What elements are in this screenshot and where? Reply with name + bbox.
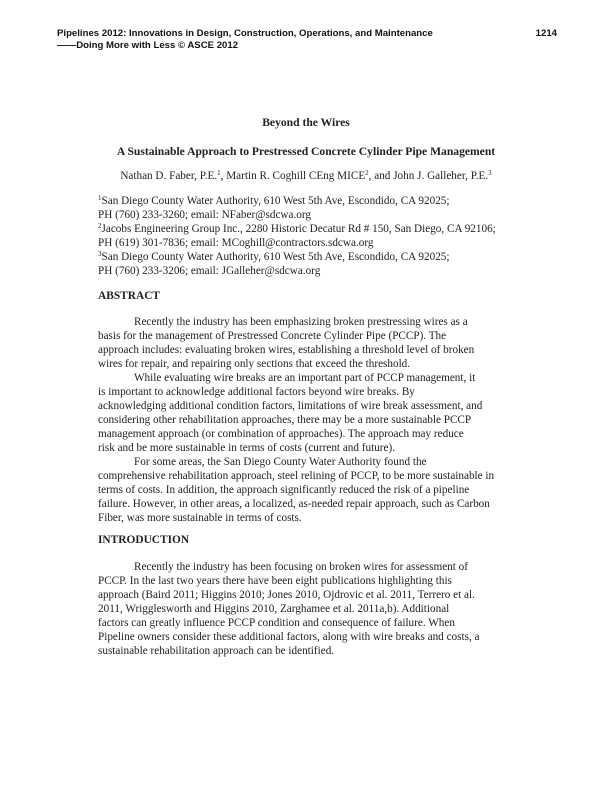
paper-title: Beyond the Wires — [262, 116, 350, 129]
affiliation-3-address: San Diego County Water Authority, 610 West 5th Ave, Escondido, CA 92025; — [101, 251, 450, 263]
author-2-sup: 2 — [365, 169, 369, 177]
affiliation-2-line-2: PH (619) 301-7836; email: MCoghill@contractors.sdcwa.org — [98, 237, 374, 249]
text-line: terms of costs. In addition, the approach significantly reduced the risk of a pipeline — [98, 484, 470, 496]
abstract-paragraph-3 — [98, 455, 518, 525]
text-line: acknowledging additional condition factors, limitations of wire break assessment, and — [98, 400, 483, 412]
header-line-1: Pipelines 2012: Innovations in Design, Construction, Operations, and Maintenance — [57, 28, 433, 39]
author-3: , and John J. Galleher, P.E. — [368, 170, 489, 182]
author-2: , Martin R. Coghill CEng MICE — [220, 170, 366, 182]
text-line: 2011, Wrigglesworth and Higgins 2010, Zarghamee et al. 2011a,b). Additional — [98, 603, 450, 615]
affiliations — [98, 194, 558, 278]
paper-subtitle: A Sustainable Approach to Prestressed Concrete Cylinder Pipe Management — [116, 145, 496, 158]
affiliation-3-line-1 — [98, 250, 558, 264]
affiliation-3-line-2: PH (760) 233-3206; email: JGalleher@sdcwa.org — [98, 265, 321, 277]
introduction-heading: INTRODUCTION — [98, 534, 190, 546]
text-line: management approach (or combination of approaches). The approach may reduce — [98, 428, 464, 440]
text-line: approach includes: evaluating broken wires, establishing a threshold level of broken — [98, 344, 475, 356]
header-line-2: ——Doing More with Less © ASCE 2012 — [57, 40, 239, 51]
page-number: 1214 — [535, 28, 557, 39]
text-line: wires for repair, and repairing only sections that exceed the threshold. — [98, 358, 411, 370]
introduction-paragraph-1 — [98, 560, 518, 658]
text-line: Recently the industry has been emphasizing broken prestressing wires as a — [134, 316, 468, 328]
text-line: risk and be more sustainable in terms of costs (current and future). — [98, 442, 395, 454]
author-1-sup: 1 — [217, 169, 221, 177]
affiliation-3-sup: 3 — [98, 250, 102, 258]
text-line: Fiber, was more sustainable in terms of costs. — [98, 512, 302, 524]
text-line: sustainable rehabilitation approach can be identified. — [98, 645, 335, 657]
text-line: approach (Baird 2011; Higgins 2010; Jones 2010, Ojdrovic et al. 2011, Terrero et al. — [98, 589, 475, 601]
text-line: considering other rehabilitation approaches, there may be a more sustainable PCCP — [98, 414, 472, 426]
affiliation-1-line-1 — [98, 194, 558, 208]
abstract-paragraph-1 — [98, 315, 518, 371]
text-line: basis for the management of Prestressed Concrete Cylinder Pipe (PCCP). The — [98, 330, 447, 342]
affiliation-1-line-2: PH (760) 233-3260; email: NFaber@sdcwa.org — [98, 209, 311, 221]
author-1: Nathan D. Faber, P.E. — [120, 170, 218, 182]
text-line: factors can greatly influence PCCP condition and consequence of failure. When — [98, 617, 455, 629]
text-line: Recently the industry has been focusing on broken wires for assessment of — [134, 561, 468, 573]
text-line: Pipeline owners consider these additional factors, along with wire breaks and costs, a — [98, 631, 480, 643]
author-list — [0, 170, 612, 182]
text-line: While evaluating wire breaks are an important part of PCCP management, it — [134, 372, 476, 384]
running-header — [57, 28, 557, 52]
abstract-heading: ABSTRACT — [98, 290, 161, 302]
affiliation-1-sup: 1 — [98, 194, 102, 202]
affiliation-2-sup: 2 — [98, 222, 102, 230]
text-line: is important to acknowledge additional factors beyond wire breaks. By — [98, 386, 415, 398]
abstract-paragraph-2 — [98, 371, 518, 455]
affiliation-2-line-1 — [98, 222, 558, 236]
text-line: PCCP. In the last two years there have been eight publications highlighting this — [98, 575, 452, 587]
affiliation-2-address: Jacobs Engineering Group Inc., 2280 Historic Decatur Rd # 150, San Diego, CA 92106; — [101, 223, 496, 235]
affiliation-1-address: San Diego County Water Authority, 610 West 5th Ave, Escondido, CA 92025; — [101, 195, 450, 207]
text-line: failure. However, in other areas, a localized, as-needed repair approach, such as Carbon — [98, 498, 490, 510]
text-line: comprehensive rehabilitation approach, steel relining of PCCP, to be more sustainable in — [98, 470, 495, 482]
author-3-sup: 3 — [488, 169, 492, 177]
text-line: For some areas, the San Diego County Water Authority found the — [134, 456, 427, 468]
